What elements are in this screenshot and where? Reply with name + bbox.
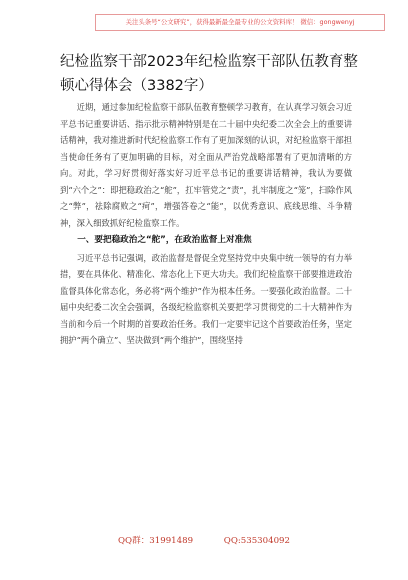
intro-paragraph: 近期，通过参加纪检监察干部队伍教育整顿学习教育，在认真学习领会习近平总书记重要讲话、指示批示精神特别是在二十届中央纪委二次全会上的重要讲话精神，我对推进新时代纪检监察工作有了更加深刻的认识，对纪检监察干部担当使命任务有了更加明确的目标，对全面从严治党战略部署有了更加清晰的方向。对此，学习好贯彻好落实好习近平总书记的重要讲话精神，我认为要做到“六个之”：即把稳政治之“舵”，扛牢管党之“责”，扎牢制度之“笼”，扫除作风之“弊”，祛除腐败之“疴”，增强答卷之“能”，以优秀意识、底线思维、斗争精神，深入细致抓好纪检监察工作。 [60,102,352,228]
promo-banner: 关注头条号“公文研究”，获得最新最全最专业的公文资料库！ 微信：gongwenyj [95,14,385,31]
page-footer [0,534,408,546]
footer-qq-contact: QQ:535304092 [223,536,290,546]
section-heading: 一、要把稳政治之“舵”，在政治监督上对准焦 [77,235,252,245]
footer-qq-group: QQ群：31991489 [118,536,194,546]
section-paragraph: 习近平总书记强调，政治监督是督促全党坚持党中央集中统一领导的有力举措，要在具体化、精准化、常态化上下更大功夫。我们纪检监察干部要推进政治监督具体化常态化，务必将“两个维护”作为根本任务。一要强化政治监督。二十届中央纪委二次全会强调，各级纪检监察机关要把学习贯彻党的二十大精神作为当前和今后一个时期的首要政治任务。我们一定要牢记这个首要政治任务，坚定拥护“两个确立”、坚决做到“两个维护”，围绕坚持 [60,252,352,345]
document-title: 纪检监察干部2023年纪检监察干部队伍教育整顿心得体会（3382字） [60,54,358,94]
document-body [60,99,352,349]
